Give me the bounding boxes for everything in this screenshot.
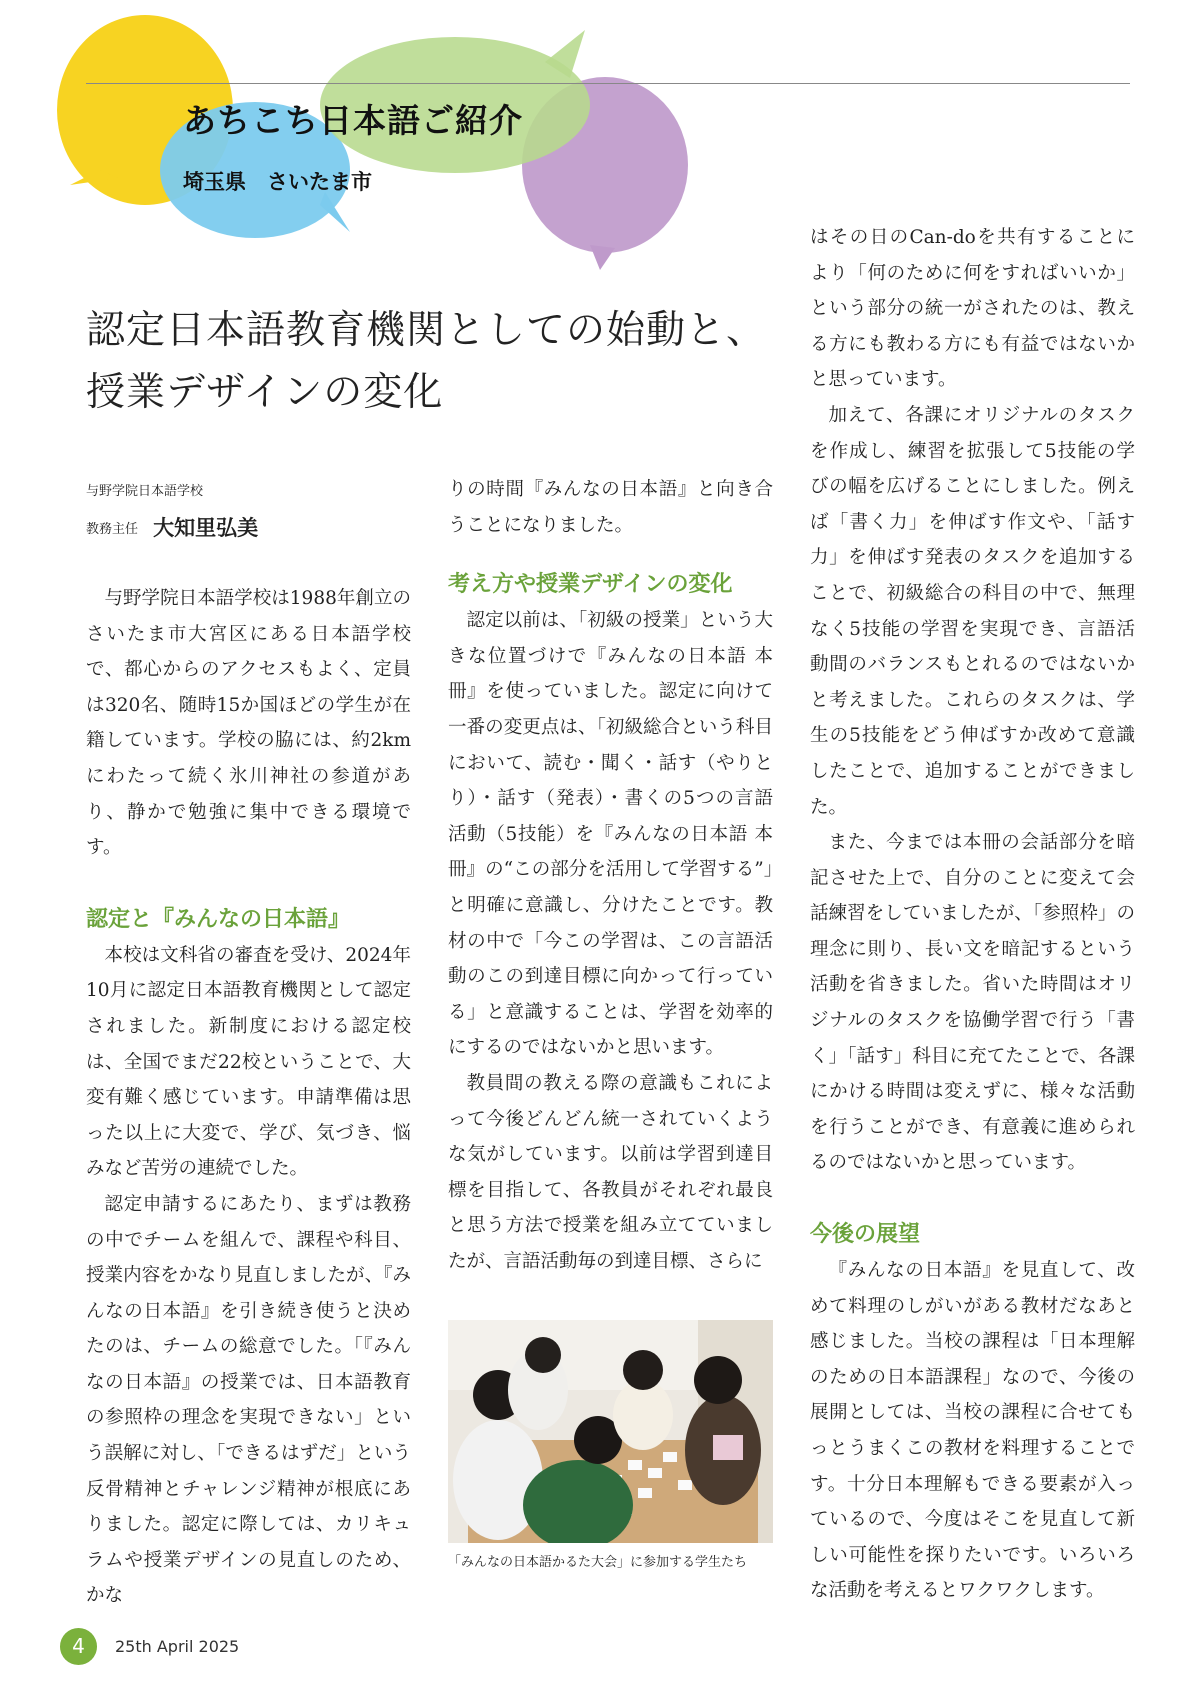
section-heading-certification: 認定と『みんなの日本語』: [86, 906, 351, 932]
text-column-1: [86, 581, 411, 1614]
series-title: あちこち日本語ご紹介: [183, 101, 523, 140]
paragraph: 本校は文科省の審査を受け、2024年10月に認定日本語教育機関として認定されました。新制度における認定校は、全国でまだ22校ということで、大変有難く感じています。申請準備は思った以上に大変で、学び、気づき、悩みなど苦労の連続でした。: [86, 944, 411, 1180]
author-name: 大知里弘美: [153, 516, 259, 540]
section-heading-lesson-design: 考え方や授業デザインの変化: [448, 572, 733, 598]
location-label: 埼玉県 さいたま市: [183, 170, 372, 194]
paragraph: また、今までは本冊の会話部分を暗記させた上で、自分のことに変えて会話練習をしていましたが、「参照枠」の理念に則り、長い文を暗記するという活動を省きました。省いた時間はオリジナルのタスクを協働学習で行う「書く」「話す」科目に充てたことで、各課にかける時間は変えずに、様々な活動を行うことができ、有意義に進められるのではないかと思っています。: [810, 832, 1135, 1174]
author-affiliation: 与野学院日本語学校: [86, 484, 204, 499]
paragraph: 『みんなの日本語』を見直して、改めて料理のしがいがある教材だなあと感じました。当校の課程は「日本理解のための日本語課程」なので、今後の展開としては、当校の課程に合せてもっとうまくこの教材を料理することです。十分日本理解もできる要素が入っているので、今度はそこを見直して新しい可能性を探りたいです。いろいろな活動を考えるとワクワクします。: [810, 1260, 1135, 1602]
paragraph-continued: はその日のCan-doを共有することにより「何のために何をすればいいか」という部分の統一がされたのは、教える方にも教わる方にも有益ではないかと思っています。: [810, 227, 1135, 391]
author-role: 教務主任: [86, 521, 139, 537]
paragraph: 認定申請するにあたり、まずは教務の中でチームを組んで、課程や科目、授業内容をかなり見直しましたが、『みんなの日本語』を引き続き使うと決めたのは、チームの総意でした。「『みんなの日本語』の授業では、日本語教育の参照枠の理念を実現できない」という誤解に対し、「できるはずだ」という反骨精神とチャレンジ精神が根底にありました。認定に際しては、カリキュラムや授業デザインの見直しのため、かな: [86, 1193, 411, 1607]
students-karuta-photo: [448, 1320, 773, 1543]
article-title: [86, 300, 766, 424]
article-title-line-2: 授業デザインの変化: [86, 370, 444, 415]
paragraph: 教員間の教える際の意識もこれによって今後どんどん統一されていくような気がしています。以前は学習到達目標を目指して、各教員がそれぞれ最良と思う方法で授業を組み立てていましたが、言語活動毎の到達目標、さらに: [448, 1072, 773, 1272]
header-rule: [86, 83, 1130, 84]
intro-paragraph: 与野学院日本語学校は1988年創立のさいたま市大宮区にある日本語学校で、都心からのアクセスもよく、定員は320名、随時15か国ほどの学生が在籍しています。学校の脇には、約2kmにわたって続く氷川神社の参道があり、静かで勉強に集中できる環境です。: [86, 588, 411, 859]
photo-caption: 「みんなの日本語かるた大会」に参加する学生たち: [448, 1555, 748, 1570]
photo-illustration: [448, 1320, 773, 1543]
paragraph-continued: りの時間『みんなの日本語』と向き合うことになりました。: [448, 479, 773, 536]
text-column-2: [448, 472, 773, 1279]
article-title-line-1: 認定日本語教育機関としての始動と、: [86, 308, 767, 353]
text-column-3: [810, 220, 1135, 1609]
author-byline: [86, 512, 258, 542]
page-number: 4: [60, 1628, 97, 1665]
paragraph: 認定以前は、「初級の授業」という大きな位置づけで『みんなの日本語 本冊』を使っていました。認定に向けて一番の変更点は、「初級総合という科目において、読む・聞く・話す（やりとり）・話す（発表）・書くの5つの言語活動（5技能）を『みんなの日本語 本冊』の“この部分を活用して学習する”」と明確に意識し、分けたことです。教材の中で「今この学習は、この言語活動のこの到達目標に向かって行っている」と意識することは、学習を効率的にするのではないかと思います。: [448, 610, 773, 1059]
issue-date: 25th April 2025: [115, 1637, 240, 1656]
section-heading-outlook: 今後の展望: [810, 1222, 921, 1248]
paragraph: 加えて、各課にオリジナルのタスクを作成し、練習を拡張して5技能の学びの幅を広げることにしました。例えば「書く力」を伸ばす作文や、「話す力」を伸ばす発表のタスクを追加することで、初級総合の科目の中で、無理なく5技能の学習を実現でき、言語活動間のバランスもとれるのではないかと考えました。これらのタスクは、学生の5技能をどう伸ばすか改めて意識したことで、追加することができました。: [810, 404, 1135, 818]
